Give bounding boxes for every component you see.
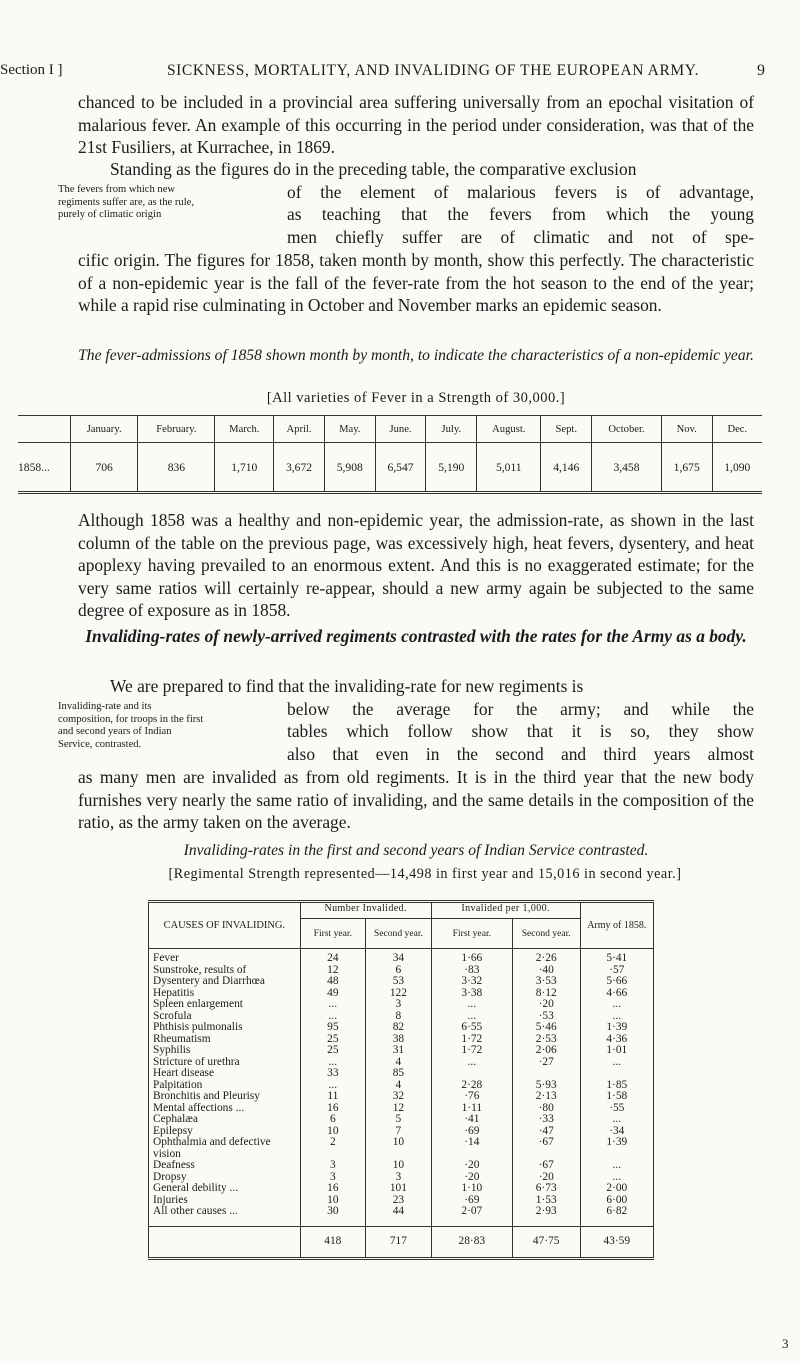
value-cell: ·80 (512, 1103, 580, 1115)
value-cell: 95 (300, 1022, 365, 1034)
month-value: 706 (71, 443, 138, 493)
running-head: SICKNESS, MORTALITY, AND INVALIDING OF THE EUROPEAN ARMY. (166, 62, 700, 79)
month-header: August. (477, 416, 541, 443)
header-number-invalided: Number Invalided. (300, 902, 431, 919)
value-cell: 3·38 (431, 988, 512, 1000)
value-cell: 4·66 (580, 988, 653, 1000)
cause-cell: Mental affections ... (153, 1101, 245, 1114)
value-cell: 1·53 (512, 1195, 580, 1207)
page-number: 9 (757, 62, 765, 79)
value-cell: ·67 (512, 1160, 580, 1172)
paragraph-2-line1: Standing as the figures do in the preceding table, the comparative exclusion (110, 159, 637, 179)
paragraph-2-rest: cific origin. The figures for 1858, taken month by month, show this perfectly. The characteristic of a non-epidemic year is the fall of the fever-rate from the hot season to the end of the year; while a rapid rise culminating in October and November marks an epidemic season. (78, 250, 754, 315)
total-second-year: 717 (366, 1226, 432, 1258)
value-cell: 3 (366, 999, 432, 1011)
table-row (149, 999, 654, 1011)
cause-cell: Dysentery and Diarrhœa (153, 975, 265, 987)
value-cell: 5·66 (580, 976, 653, 988)
value-cell: 24 (300, 949, 365, 965)
total-army-1858: 43·59 (580, 1226, 653, 1258)
value-cell: 5·93 (512, 1080, 580, 1092)
table-row (149, 1045, 654, 1057)
value-cell: 6·55 (431, 1022, 512, 1034)
value-cell: 2·00 (580, 1183, 653, 1195)
table-row (149, 1103, 654, 1115)
header-causes: CAUSES OF INVALIDING. (149, 902, 301, 949)
month-value: 4,146 (541, 443, 592, 493)
value-cell: 10 (300, 1126, 365, 1138)
value-cell: ... (580, 1172, 653, 1184)
value-cell: 32 (366, 1091, 432, 1103)
paragraph-4-wrap-1: below the average for the army; and while the (287, 699, 754, 719)
table-row (149, 976, 654, 988)
value-cell: 2·93 (512, 1206, 580, 1226)
value-cell: ... (580, 1011, 653, 1023)
header-second-year-rate: Second year. (512, 919, 580, 949)
value-cell: ... (431, 999, 512, 1011)
cause-cell: Heart disease (153, 1067, 215, 1079)
cause-cell: Injuries (153, 1193, 188, 1206)
value-cell (512, 1068, 580, 1080)
value-cell: 6 (300, 1114, 365, 1126)
value-cell: 3 (366, 1172, 432, 1184)
value-cell: ... (300, 1057, 365, 1069)
cause-cell: Epilepsy (153, 1124, 193, 1137)
value-cell: 8 (366, 1011, 432, 1023)
month-value: 3,672 (274, 443, 325, 493)
value-cell: 1·85 (580, 1080, 653, 1092)
value-cell: 3·53 (512, 976, 580, 988)
value-cell: ... (580, 999, 653, 1011)
cause-cell: All other causes ... (153, 1205, 238, 1217)
month-header: June. (375, 416, 426, 443)
value-cell: 5·46 (512, 1022, 580, 1034)
value-cell: ·20 (431, 1160, 512, 1172)
cause-cell: Palpitation (153, 1078, 203, 1091)
value-cell: ... (431, 1057, 512, 1069)
paragraph-4-wrap-2: tables which follow show that it is so, they show (287, 721, 754, 741)
value-cell: 2·06 (512, 1045, 580, 1057)
cause-cell: Spleen enlargement (153, 998, 243, 1010)
cause-cell: Rheumatism (153, 1032, 211, 1045)
value-cell: ·57 (580, 965, 653, 977)
cause-cell: Hepatitis (153, 986, 195, 999)
paragraph-2-wrap-3: men chiefly suffer are of climatic and not of spe- (287, 227, 754, 247)
value-cell: ... (300, 1011, 365, 1023)
value-cell: 1·58 (580, 1091, 653, 1103)
value-cell (580, 1068, 653, 1080)
value-cell: ·83 (431, 965, 512, 977)
month-header: January. (71, 416, 138, 443)
fever-admissions-table (18, 415, 762, 494)
header-second-year: Second year. (366, 919, 432, 949)
value-cell: 4·36 (580, 1034, 653, 1046)
value-cell: ·33 (512, 1114, 580, 1126)
value-cell: 101 (366, 1183, 432, 1195)
value-cell: 16 (300, 1103, 365, 1115)
value-cell: 1·72 (431, 1045, 512, 1057)
value-cell: ... (580, 1114, 653, 1126)
value-cell: 2 (300, 1137, 365, 1160)
table-row (149, 1091, 654, 1103)
paragraph-2-wrap-1: of the element of malarious fevers is of advantage, (287, 182, 754, 202)
total-rate-second-year: 47·75 (512, 1226, 580, 1258)
month-value: 5,011 (477, 443, 541, 493)
cause-cell: Fever (153, 952, 179, 964)
table-row (149, 1137, 654, 1160)
value-cell: 3 (300, 1172, 365, 1184)
value-cell: ... (300, 999, 365, 1011)
paragraph-4-rest: as many men are invalided as from old regiments. It is in the third year that the new body furnishes very nearly the same ratio of invaliding, and the same details in the composition of the ratio, as the army taken on the average. (78, 767, 754, 832)
cause-cell: Deafness (153, 1159, 195, 1171)
header-first-year: First year. (300, 919, 365, 949)
month-header: May. (324, 416, 375, 443)
value-cell: 10 (300, 1195, 365, 1207)
value-cell: 3 (300, 1160, 365, 1172)
corner-mark: 3 (782, 1336, 789, 1351)
paragraph-4-wrap-3: also that even in the second and third years almost (287, 744, 754, 764)
month-value: 5,908 (324, 443, 375, 493)
table-row (149, 949, 654, 965)
value-cell: 10 (366, 1137, 432, 1160)
value-cell: 2·53 (512, 1034, 580, 1046)
value-cell: 49 (300, 988, 365, 1000)
month-header: Nov. (661, 416, 712, 443)
value-cell: 53 (366, 976, 432, 988)
section-heading-invaliding: Invaliding-rates of newly-arrived regiments contrasted with the rates for the Army as a body. (85, 626, 747, 646)
value-cell: ·69 (431, 1195, 512, 1207)
month-header: Dec. (712, 416, 762, 443)
row-label-1858: 1858... (18, 460, 50, 474)
value-cell: 85 (366, 1068, 432, 1080)
month-header: October. (592, 416, 662, 443)
value-cell: 82 (366, 1022, 432, 1034)
margin-note-climatic: The fevers from which new regiments suffer are, as the rule, purely of climatic origin (58, 184, 194, 221)
value-cell (431, 1068, 512, 1080)
value-cell: 122 (366, 988, 432, 1000)
table-row (149, 1022, 654, 1034)
value-cell: ... (300, 1080, 365, 1092)
value-cell: 4 (366, 1080, 432, 1092)
value-cell: ·67 (512, 1137, 580, 1160)
total-first-year: 418 (300, 1226, 365, 1258)
value-cell: 48 (300, 976, 365, 988)
value-cell: ... (580, 1057, 653, 1069)
value-cell: 38 (366, 1034, 432, 1046)
value-cell: 5 (366, 1114, 432, 1126)
month-value: 1,710 (215, 443, 274, 493)
value-cell: 25 (300, 1034, 365, 1046)
paragraph-2-wrap-2: as teaching that the fevers from which the young (287, 204, 754, 224)
value-cell: 6·00 (580, 1195, 653, 1207)
value-cell: ·41 (431, 1114, 512, 1126)
value-cell: ·69 (431, 1126, 512, 1138)
month-value: 3,458 (592, 443, 662, 493)
paragraph-3: Although 1858 was a healthy and non-epidemic year, the admission-rate, as shown in the last column of the table on the previous page, was excessively high, heat fevers, dysentery, and heat apoplexy having prevailed to an enormous extent. And this is no exaggerated estimate; for the very same ratios will certainly re-appear, should a new army again be subjected to the same degree of exposure as in 1858. (78, 510, 754, 620)
month-header: April. (274, 416, 325, 443)
value-cell: ·55 (580, 1103, 653, 1115)
value-cell: 7 (366, 1126, 432, 1138)
value-cell: 3·32 (431, 976, 512, 988)
value-cell: 1·39 (580, 1137, 653, 1160)
header-first-year-rate: First year. (431, 919, 512, 949)
value-cell: ·34 (580, 1126, 653, 1138)
value-cell: 11 (300, 1091, 365, 1103)
value-cell: ·27 (512, 1057, 580, 1069)
value-cell: 1·66 (431, 949, 512, 965)
month-value: 836 (138, 443, 215, 493)
month-header: Sept. (541, 416, 592, 443)
value-cell: 23 (366, 1195, 432, 1207)
value-cell: 5·41 (580, 949, 653, 965)
margin-note-invaliding: Invaliding-rate and its composition, for troops in the first and second years of Indian Service, contrasted. (58, 701, 204, 750)
value-cell: 10 (366, 1160, 432, 1172)
value-cell: ... (580, 1160, 653, 1172)
table1-subtitle: [All varieties of Fever in a Strength of 30,000.] (266, 390, 566, 406)
cause-cell: Scrofula (153, 1009, 192, 1022)
value-cell: 25 (300, 1045, 365, 1057)
invaliding-table (148, 900, 654, 1260)
table-row (149, 1206, 654, 1226)
value-cell: 2·13 (512, 1091, 580, 1103)
value-cell: 6·73 (512, 1183, 580, 1195)
month-value: 6,547 (375, 443, 426, 493)
total-rate-first-year: 28·83 (431, 1226, 512, 1258)
cause-cell: Dropsy (153, 1170, 187, 1183)
table1-caption: The fever-admissions of 1858 shown month by month, to indicate the characteristics of a non-epidemic year. (78, 347, 754, 364)
cause-cell: Bronchitis and Pleurisy (153, 1090, 260, 1102)
paragraph-1: chanced to be included in a provincial area suffering universally from an epochal visitation of malarious fever. An example of this occurring in the period under consideration, was that of the 21st Fusiliers, at Kurrachee, in 1869. (78, 92, 754, 157)
value-cell: 12 (300, 965, 365, 977)
table2-caption: Invaliding-rates in the first and second years of Indian Service contrasted. (183, 842, 649, 859)
table2-subtitle: [Regimental Strength represented—14,498 in first year and 15,016 in second year.] (168, 866, 682, 882)
value-cell: 2·26 (512, 949, 580, 965)
value-cell: 8·12 (512, 988, 580, 1000)
value-cell: 16 (300, 1183, 365, 1195)
cause-cell: Stricture of urethra (153, 1055, 240, 1068)
value-cell: ·20 (512, 1172, 580, 1184)
value-cell: ... (431, 1011, 512, 1023)
value-cell: 4 (366, 1057, 432, 1069)
value-cell: 6 (366, 965, 432, 977)
value-cell: 1·39 (580, 1022, 653, 1034)
cause-cell: General debility ... (153, 1182, 239, 1194)
value-cell: 34 (366, 949, 432, 965)
table-row (149, 1114, 654, 1126)
value-cell: ·20 (431, 1172, 512, 1184)
header-invalided-per-1000: Invalided per 1,000. (431, 902, 580, 919)
value-cell: ·20 (512, 999, 580, 1011)
value-cell: 1·72 (431, 1034, 512, 1046)
cause-cell: Ophthalmia and defective vision (153, 1136, 271, 1160)
month-header: February. (138, 416, 215, 443)
header-army-1858: Army of 1858. (580, 902, 653, 949)
month-value: 5,190 (426, 443, 477, 493)
value-cell: 2·07 (431, 1206, 512, 1226)
month-value: 1,675 (661, 443, 712, 493)
value-cell: ·14 (431, 1137, 512, 1160)
value-cell: 1·01 (580, 1045, 653, 1057)
table-row (149, 1068, 654, 1080)
cause-cell: Phthisis pulmonalis (153, 1021, 243, 1033)
cause-cell: Syphilis (153, 1044, 191, 1056)
cause-cell: Cephalæa (153, 1113, 198, 1125)
paragraph-4-line1: We are prepared to find that the invaliding-rate for new regiments is (110, 676, 584, 696)
value-cell: ·47 (512, 1126, 580, 1138)
value-cell: 33 (300, 1068, 365, 1080)
value-cell: ·53 (512, 1011, 580, 1023)
month-header: July. (426, 416, 477, 443)
cause-cell: Sunstroke, results of (153, 963, 247, 976)
table-row (149, 1160, 654, 1172)
month-value: 1,090 (712, 443, 762, 493)
value-cell: ·40 (512, 965, 580, 977)
table-row (149, 1183, 654, 1195)
section-tab: Section I ] (0, 62, 63, 78)
value-cell: 6·82 (580, 1206, 653, 1226)
value-cell: 30 (300, 1206, 365, 1226)
value-cell: 1·11 (431, 1103, 512, 1115)
value-cell: 31 (366, 1045, 432, 1057)
value-cell: 12 (366, 1103, 432, 1115)
value-cell: 1·10 (431, 1183, 512, 1195)
value-cell: 2·28 (431, 1080, 512, 1092)
month-header: March. (215, 416, 274, 443)
value-cell: ·76 (431, 1091, 512, 1103)
value-cell: 44 (366, 1206, 432, 1226)
